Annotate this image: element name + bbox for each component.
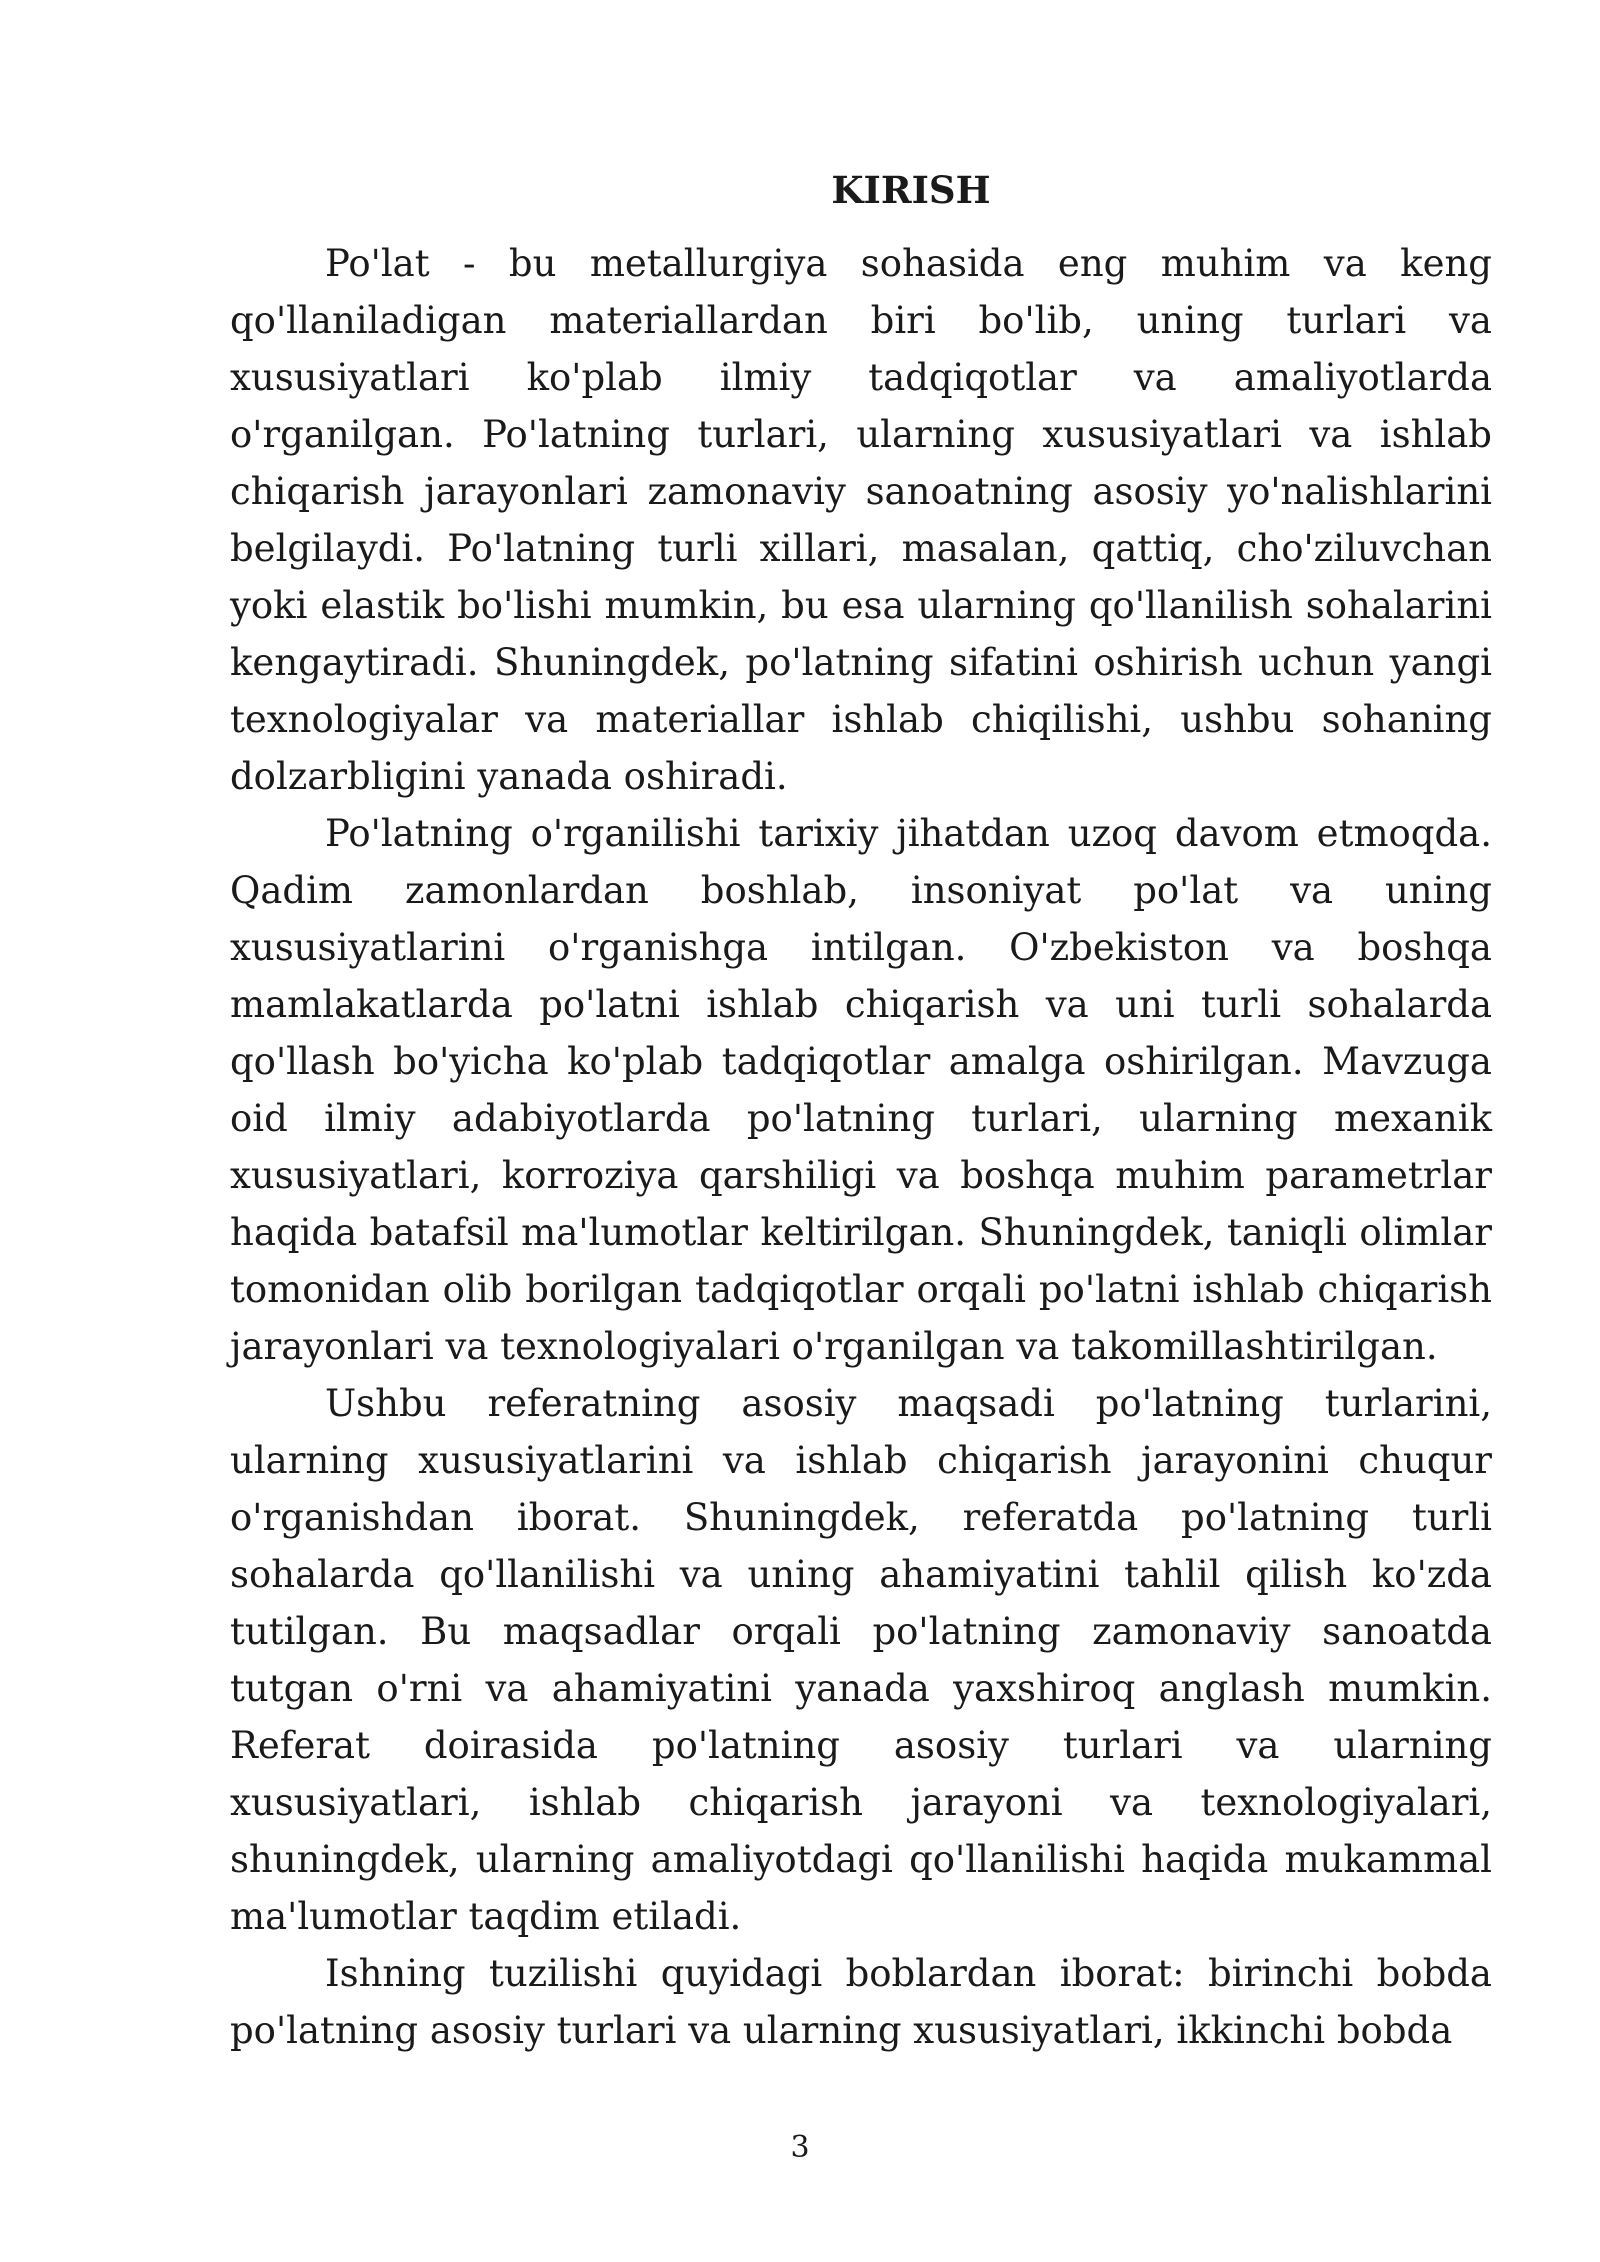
document-page [230, 150, 1492, 2059]
page-number: 3 [790, 2130, 810, 2165]
paragraph-3: Ushbu referatning asosiy maqsadi po'latning turlarini, ularning xususiyatlarini va ishlab chiqarish jarayonini chuqur o'rganishdan iborat. Shuningdek, referatda po'latning turli sohalarda qo'llanilishi va uning ahamiyatini tahlil qilish ko'zda tutilgan. Bu maqsadlar orqali po'latning zamonaviy sanoatda tutgan o'rni va ahamiyatini yanada yaxshiroq anglash mumkin. Referat doirasida po'latning asosiy turlari va ularning xususiyatlari, ishlab chiqarish jarayoni va texnologiyalari, shuningdek, ularning amaliyotdagi qo'llanilishi haqida mukammal ma'lumotlar taqdim etiladi. [230, 1382, 1492, 1938]
paragraph-1: Po'lat - bu metallurgiya sohasida eng muhim va keng qo'llaniladigan materiallardan biri bo'lib, uning turlari va xususiyatlari ko'plab ilmiy tadqiqotlar va amaliyotlarda o'rganilgan. Po'latning turlari, ularning xususiyatlari va ishlab chiqarish jarayonlari zamonaviy sanoatning asosiy yo'nalishlarini belgilaydi. Po'latning turli xillari, masalan, qattiq, cho'ziluvchan yoki elastik bo'lishi mumkin, bu esa ularning qo'llanilish sohalarini kengaytiradi. Shuningdek, po'latning sifatini oshirish uchun yangi texnologiyalar va materiallar ishlab chiqilishi, ushbu sohaning dolzarbligini yanada oshiradi. [230, 242, 1492, 798]
section-heading: KIRISH [831, 168, 991, 212]
paragraph-2: Po'latning o'rganilishi tarixiy jihatdan uzoq davom etmoqda. Qadim zamonlardan boshlab, insoniyat po'lat va uning xususiyatlarini o'rganishga intilgan. O'zbekiston va boshqa mamlakatlarda po'latni ishlab chiqarish va uni turli sohalarda qo'llash bo'yicha ko'plab tadqiqotlar amalga oshirilgan. Mavzuga oid ilmiy adabiyotlarda po'latning turlari, ularning mexanik xususiyatlari, korroziya qarshiligi va boshqa muhim parametrlar haqida batafsil ma'lumotlar keltirilgan. Shuningdek, taniqli olimlar tomonidan olib borilgan tadqiqotlar orqali po'latni ishlab chiqarish jarayonlari va texnologiyalari o'rganilgan va takomillashtirilgan. [230, 812, 1492, 1368]
paragraph-4: Ishning tuzilishi quyidagi boblardan iborat: birinchi bobda po'latning asosiy turlari va ularning xususiyatlari, ikkinchi bobda [230, 1952, 1492, 2052]
